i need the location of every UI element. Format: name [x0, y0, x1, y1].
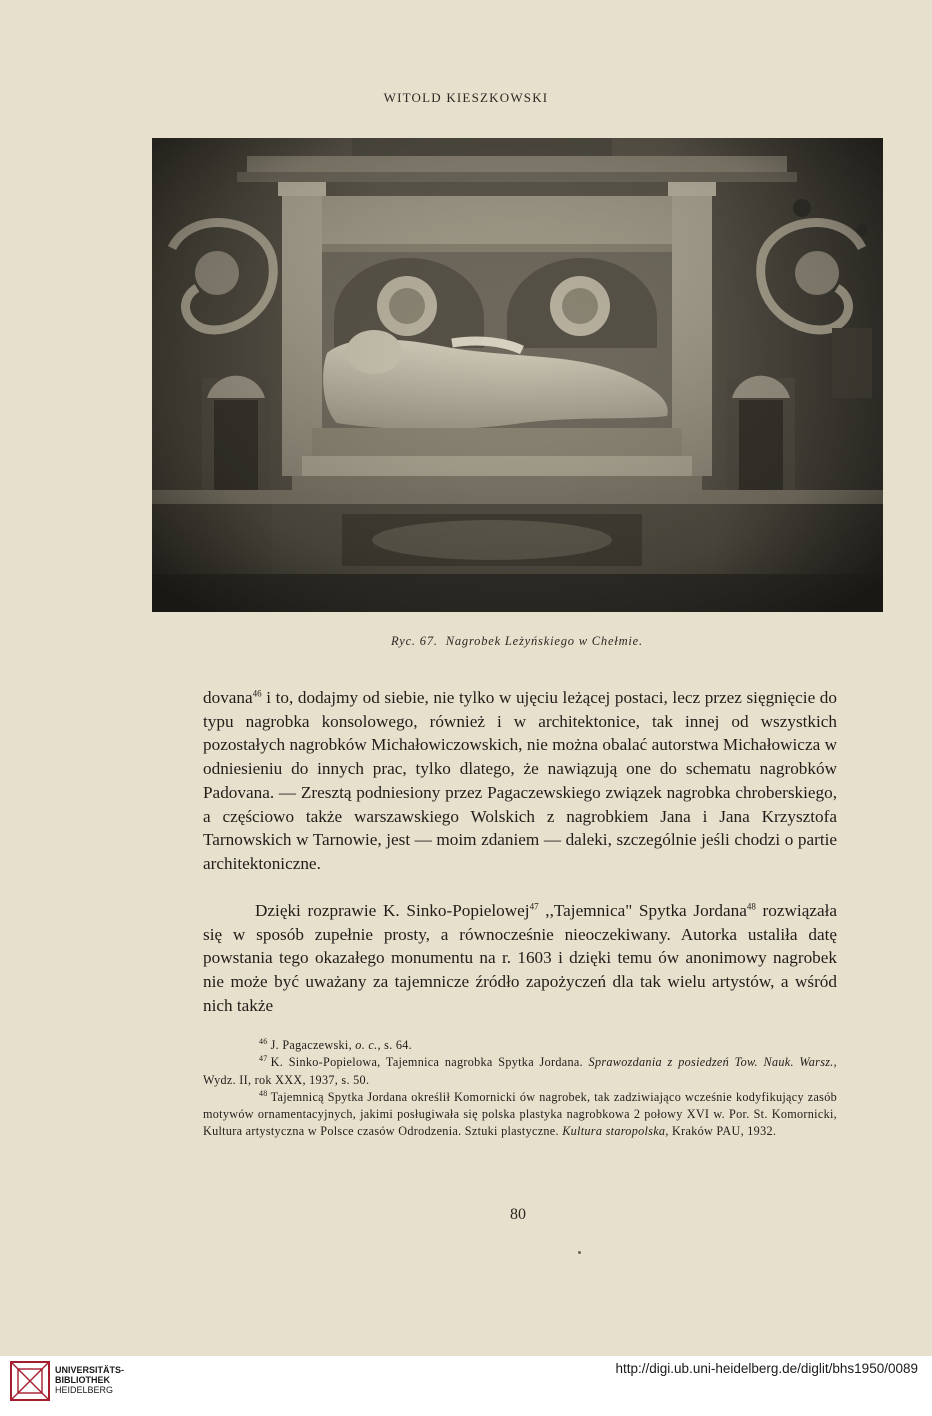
page-number: 80	[510, 1206, 526, 1223]
footnote-text: , Kraków PAU, 1932.	[665, 1124, 777, 1139]
footnote-46	[203, 1037, 837, 1054]
footnote-text: Tajemnicą Spytka Jordana określił Komornicki ów nagrobek, tak zadziwiająco wcześnie kodyfikujący zasób motywów ornamentacyjnych, jakimi posługiwała się polska plastyka nagrobkowa 2 połowy XVI w. Por. St. Komornicki, Kultura artystyczna w Polsce czasów Odrodzenia. Sztuki plastyczne.	[203, 1089, 837, 1139]
footnote-number: 47	[259, 1054, 268, 1064]
body-paragraph-1	[203, 686, 837, 876]
body-paragraph-2	[203, 899, 837, 1018]
footnote-text: , Wydz. II, rok XXX, 1937, s. 50.	[203, 1055, 837, 1087]
footnote-text: , s. 64.	[377, 1038, 413, 1052]
footnote-ref-48: 48	[746, 901, 756, 912]
footnote-italic: Sprawozdania z posiedzeń Tow. Nauk. Warsz.	[588, 1055, 834, 1070]
library-name-line-1: UNIVERSITÄTS-	[55, 1365, 125, 1375]
paragraph-1-text: i to, dodajmy od siebie, nie tylko w ujęciu leżącej postaci, lecz przez sięgnięcie do typu nagrobka konsolowego, również i w architektonice, tak innej od wszystkich pozostałych nagrobków Michałowiczowskich, nie można obalać autorstwa Michałowicza w odniesieniu do innych prac, tylko dlatego, że nawiązują one do schematu nagrobków Padovana. — Zresztą podniesiony przez Pagaczewskiego związek nagrobka chroberskiego, a częściowo także warszawskiego Wolskich z nagrobkiem Jana i Jana Krzysztofa Tarnowskich w Tarnowie, jest — moim zdaniem — daleki, szczególnie jeśli chodzi o partie architektoniczne.	[203, 688, 837, 873]
running-head: WITOLD KIESZKOWSKI	[383, 90, 549, 105]
paragraph-1-lead: dovana	[203, 688, 253, 707]
figure-photograph	[152, 138, 883, 612]
paragraph-2-part-a: Dzięki rozprawie K. Sinko-Popielowej	[255, 901, 530, 920]
footnote-48	[203, 1089, 837, 1141]
footnote-text: K. Sinko-Popielowa, Tajemnica nagrobka Spytka Jordana.	[270, 1055, 589, 1070]
figure-caption-text: Nagrobek Leżyńskiego w Chełmie.	[445, 634, 643, 648]
library-name-line-3: HEIDELBERG	[55, 1385, 114, 1395]
paragraph-2-part-c: rozwiązała się w sposób zupełnie prosty, a równocześnie nieoczekiwany. Autorka ustaliła datę powstania tego okazałego monumentu na r. 1603 i dzięki temu ów anonimowy nagrobek nie może być uważany za tajemnicze źródło zapożyczeń dla tak wielu artystów, a wśród nich także	[203, 901, 837, 1015]
footnote-number: 46	[259, 1036, 268, 1046]
footnote-italic: Kultura staropolska	[562, 1124, 666, 1139]
footnote-47	[203, 1054, 837, 1089]
footnote-ref-47: 47	[529, 901, 539, 912]
footnotes	[203, 1037, 837, 1141]
tomb-monument-photo	[152, 138, 883, 612]
library-name-line-2: BIBLIOTHEK	[55, 1375, 110, 1385]
figure-label: Ryc. 67.	[391, 634, 438, 648]
library-logo-icon[interactable]	[10, 1361, 50, 1401]
footnote-italic: o. c.	[355, 1038, 378, 1052]
footnote-number: 48	[259, 1088, 268, 1098]
footnote-text: J. Pagaczewski,	[270, 1038, 356, 1052]
paper-speck	[578, 1251, 581, 1254]
footnote-ref-46: 46	[252, 688, 262, 699]
permalink-link[interactable]: http://digi.ub.uni-heidelberg.de/diglit/bhs1950/0089	[615, 1361, 918, 1376]
paragraph-2-part-b: ,,Tajemnica" Spytka Jordana	[538, 901, 747, 920]
figure-caption	[0, 634, 932, 649]
library-name[interactable]	[55, 1365, 124, 1395]
